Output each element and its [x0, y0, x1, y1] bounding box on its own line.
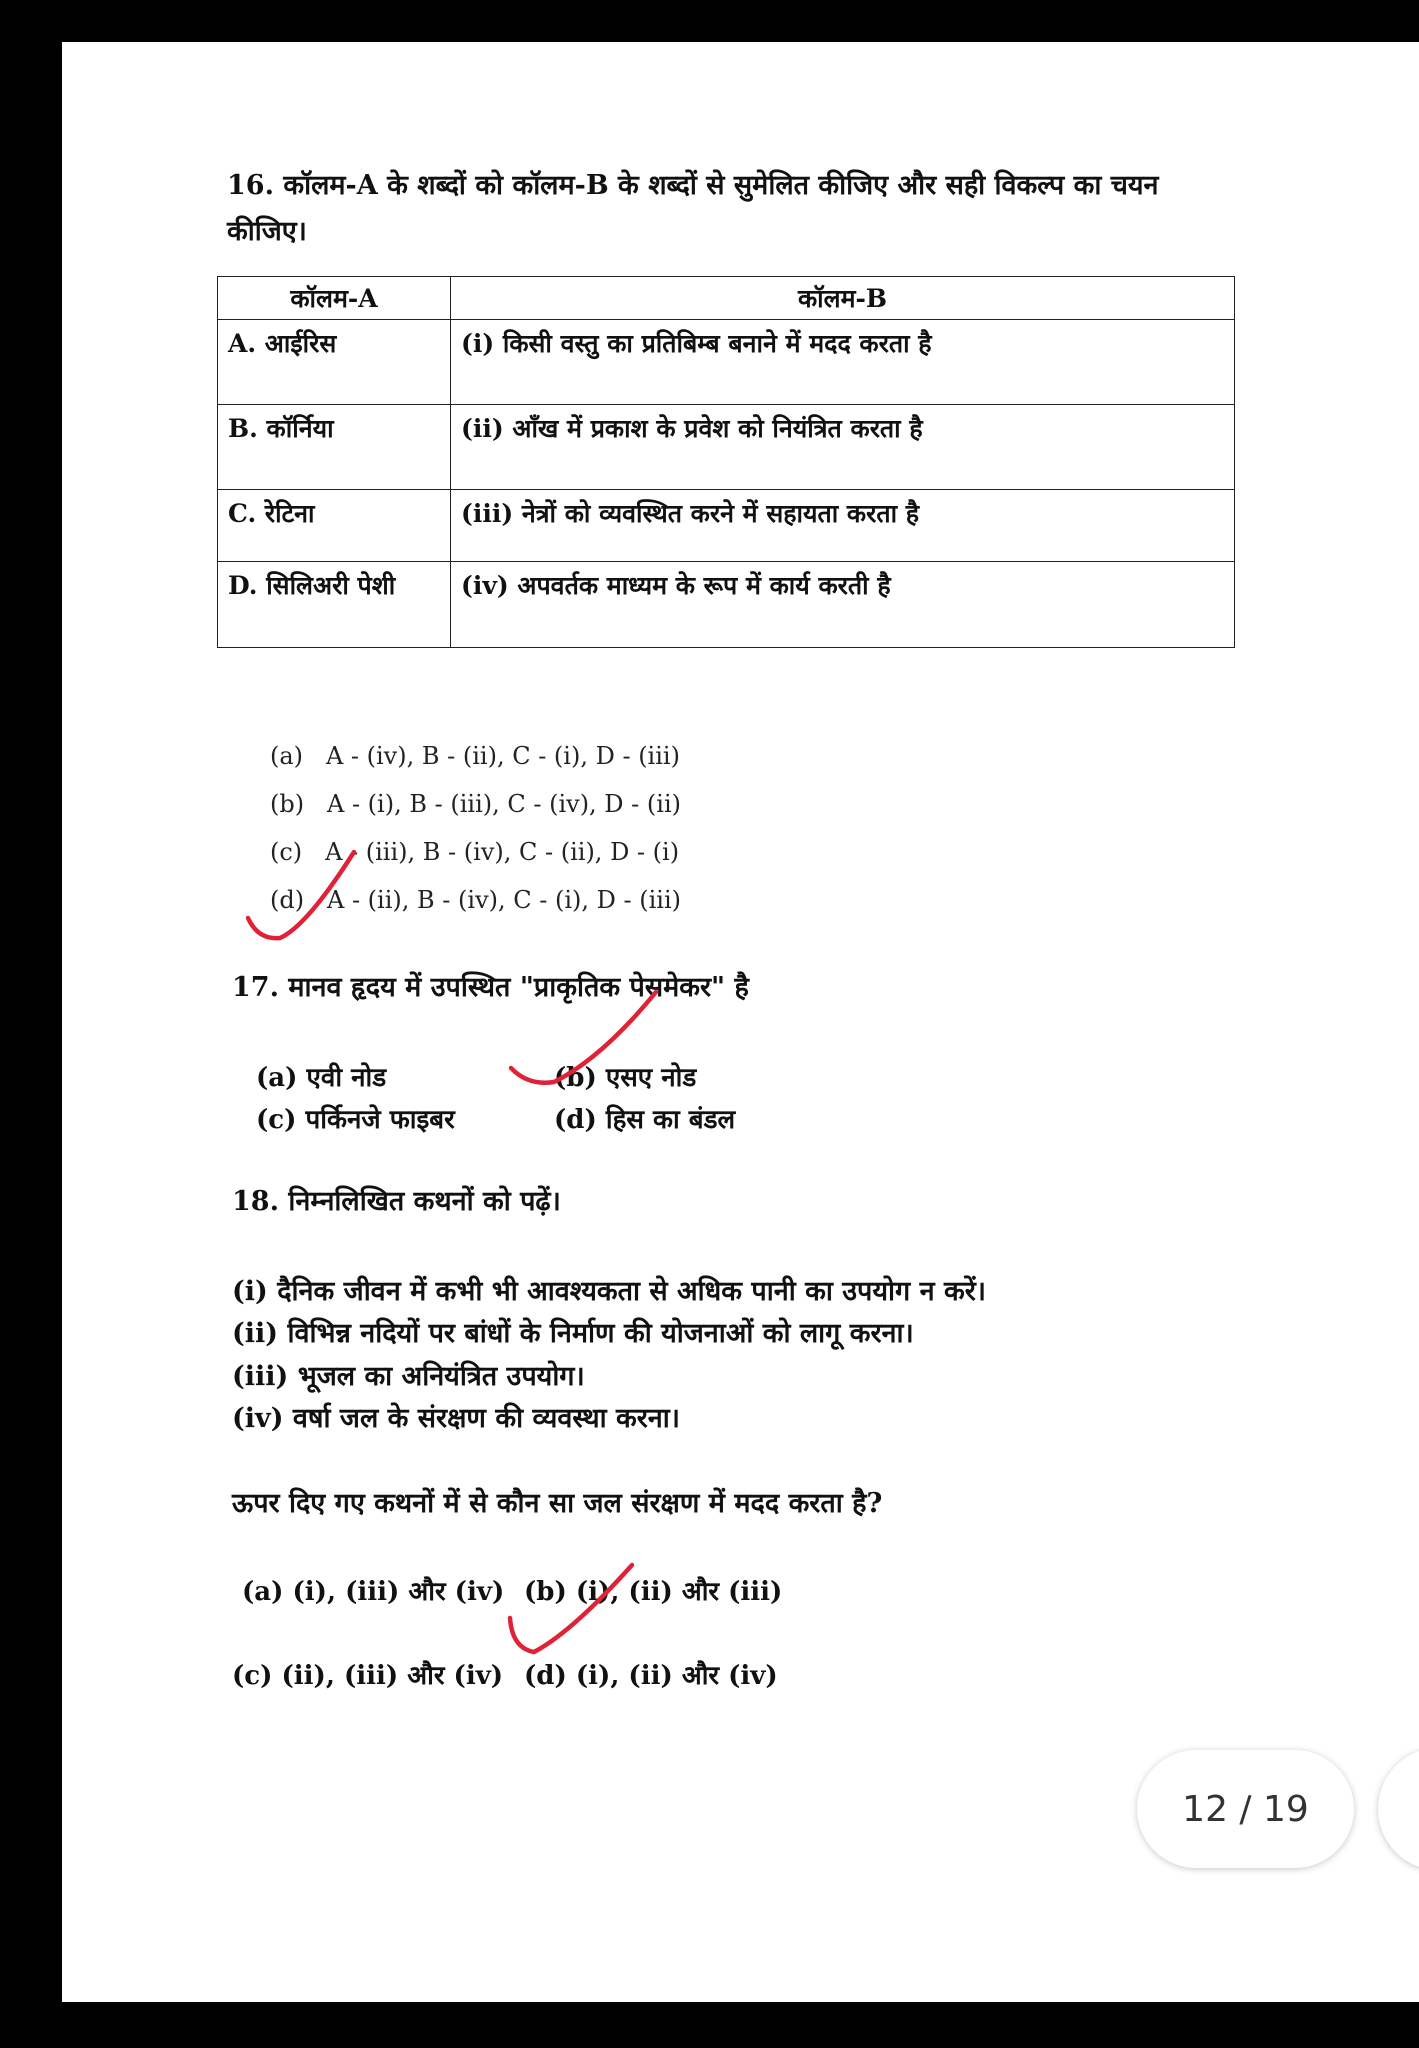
- q18-question: ऊपर दिए गए कथनों में से कौन सा जल संरक्षण में मदद करता है?: [232, 1488, 883, 1519]
- q17-text: 17. मानव हृदय में उपस्थित "प्राकृतिक पेसमेकर" है: [232, 972, 749, 1003]
- q18-option-a: (a) (i), (iii) और (iv): [242, 1577, 505, 1607]
- page-indicator-text: 12 / 19: [1182, 1788, 1309, 1830]
- tick-mark-q18: [62, 42, 762, 1742]
- table-cell: C. रेटिना: [218, 490, 451, 562]
- option-key: (a): [270, 742, 304, 770]
- q17-option-d: (d) हिस का बंडल: [554, 1105, 736, 1135]
- table-cell: D. सिलिअरी पेशी: [218, 562, 451, 648]
- option-key: (b): [270, 790, 305, 818]
- q18-statement-iv: (iv) वर्षा जल के संरक्षण की व्यवस्था करना।: [232, 1403, 680, 1434]
- q18-statement-iii: (iii) भूजल का अनियंत्रित उपयोग।: [232, 1361, 585, 1392]
- q16-text-line1: 16. कॉलम-A के शब्दों को कॉलम-B के शब्दों से सुमेलित कीजिए और सही विकल्प का चयन: [227, 170, 1159, 201]
- q18-option-b: (b) (i), (ii) और (iii): [524, 1577, 783, 1607]
- q17-option-a: (a) एवी नोड: [256, 1063, 387, 1093]
- q17-option-b: (b) एसए नोड: [554, 1063, 697, 1093]
- option-text: A - (i), B - (iii), C - (iv), D - (ii): [326, 790, 681, 818]
- q16-text-line2: कीजिए।: [227, 216, 307, 247]
- option-text: A - (ii), B - (iv), C - (i), D - (iii): [326, 886, 681, 914]
- q18-option-c: (c) (ii), (iii) और (iv): [232, 1661, 504, 1691]
- document-page: [62, 42, 1419, 2002]
- q18-text: 18. निम्नलिखित कथनों को पढ़ें।: [232, 1186, 561, 1217]
- column-b-header: कॉलम-B: [451, 277, 1235, 320]
- table-cell: (iii) नेत्रों को व्यवस्थित करने में सहायता करता है: [451, 490, 1235, 562]
- table-cell: (ii) आँख में प्रकाश के प्रवेश को नियंत्रित करता है: [451, 405, 1235, 490]
- option-text: A - (iv), B - (ii), C - (i), D - (iii): [325, 742, 680, 770]
- column-a-header: कॉलम-A: [218, 277, 451, 320]
- table-cell: (i) किसी वस्तु का प्रतिबिम्ब बनाने में मदद करता है: [451, 320, 1235, 405]
- table-cell: (iv) अपवर्तक माध्यम के रूप में कार्य करती है: [451, 562, 1235, 648]
- table-cell: B. कॉर्निया: [218, 405, 451, 490]
- option-key: (c): [270, 838, 303, 866]
- table-cell: A. आईरिस: [218, 320, 451, 405]
- q17-option-c: (c) पर्किनजे फाइबर: [256, 1105, 455, 1135]
- option-key: (d): [270, 886, 305, 914]
- q18-option-d: (d) (i), (ii) और (iv): [524, 1661, 778, 1691]
- q18-statement-ii: (ii) विभिन्न नदियों पर बांधों के निर्माण की योजनाओं को लागू करना।: [232, 1318, 914, 1349]
- page-indicator: [1137, 1750, 1354, 1868]
- q18-statement-i: (i) दैनिक जीवन में कभी भी आवश्यकता से अधिक पानी का उपयोग न करें।: [232, 1276, 987, 1307]
- option-text: A - (iii), B - (iv), C - (ii), D - (i): [325, 838, 680, 866]
